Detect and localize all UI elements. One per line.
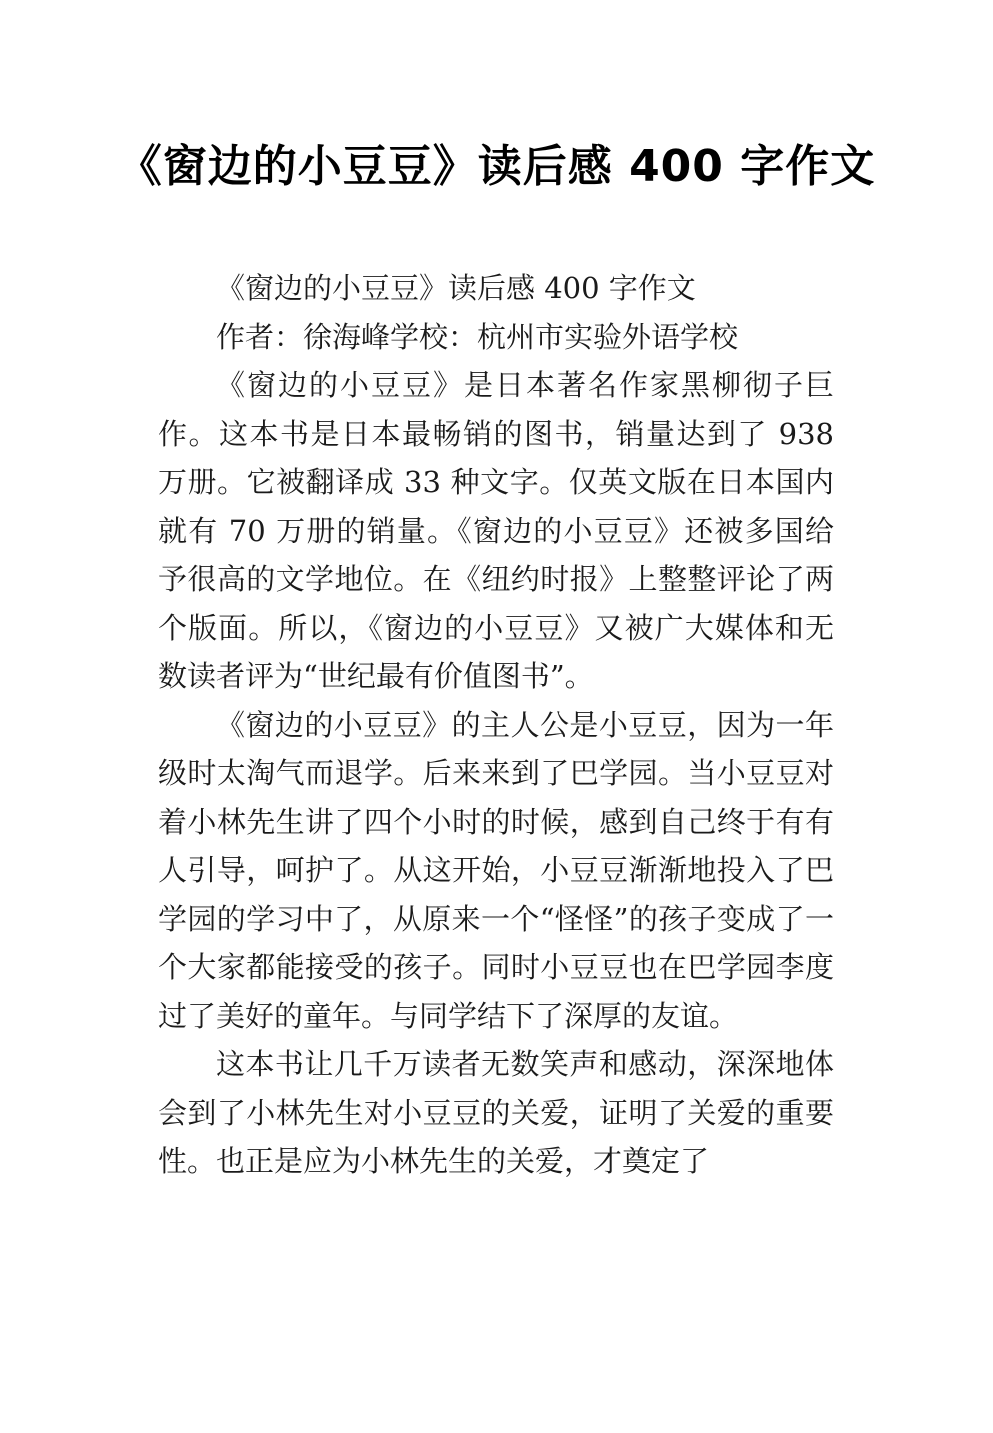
paragraph-author-school: 作者：徐海峰学校：杭州市实验外语学校 xyxy=(216,319,739,354)
paragraph-reflection: 这本书让几千万读者无数笑声和感动，深深地体会到了小林先生对小豆豆的关爱，证明了关爱的重要性。也正是应为小林先生的关爱，才奠定了 xyxy=(158,1047,834,1179)
document-body xyxy=(158,264,834,1186)
paragraph-book-intro: 《窗边的小豆豆》是日本著名作家黑柳彻子巨作。这本书是日本最畅销的图书，销量达到了 938 万册。它被翻译成 33 种文字。仅英文版在日本国内就有 70 万册的销量。《窗边的小豆豆》还被多国给予很高的文学地位。在《纽约时报》上整整评论了两个版面。所以，《窗边的小豆豆》又被广大媒体和无数读者评为“世纪最有价值图书”。 xyxy=(158,368,834,694)
paragraph-repeat-title: 《窗边的小豆豆》读后感 400 字作文 xyxy=(216,271,696,306)
document-page xyxy=(0,29,993,1433)
paragraph-story-summary: 《窗边的小豆豆》的主人公是小豆豆，因为一年级时太淘气而退学。后来来到了巴学园。当小豆豆对着小林先生讲了四个小时的时候，感到自己终于有有人引导，呵护了。从这开始，小豆豆渐渐地投入了巴学园的学习中了，从原来一个“怪怪”的孩子变成了一个大家都能接受的孩子。同时小豆豆也在巴学园李度过了美好的童年。与同学结下了深厚的友谊。 xyxy=(158,707,834,1033)
document-title: 《窗边的小豆豆》读后感 400 字作文 xyxy=(117,141,876,193)
